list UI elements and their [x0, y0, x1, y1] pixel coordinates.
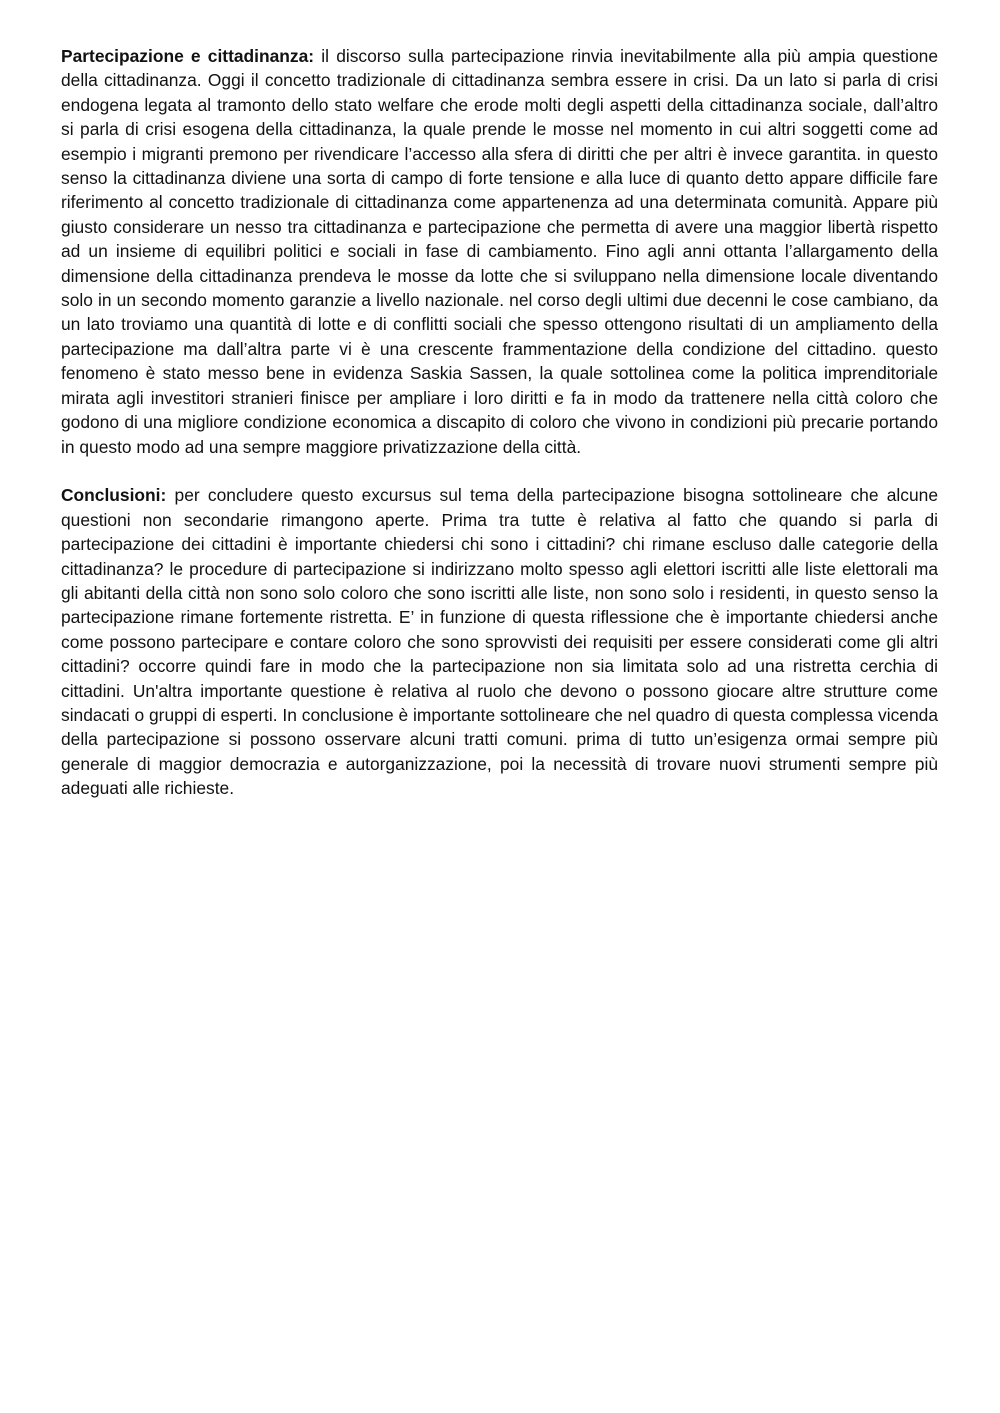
section-body: il discorso sulla partecipazione rinvia inevitabilmente alla più ampia questione della cittadinanza. Oggi il concetto tradizionale di cittadinanza sembra essere in crisi. Da un lato si parla di crisi endogena legata al tramonto dello stato welfare che erode molti degli aspetti della cittadinanza sociale, dall’altro si parla di crisi esogena della cittadinanza, la quale prende le mosse nel momento in cui altri soggetti come ad esempio i migranti premono per rivendicare l’accesso alla sfera di diritti che per altri è invece garantita. in questo senso la cittadinanza diviene una sorta di campo di forte tensione e alla luce di quanto detto appare difficile fare riferimento al concetto tradizionale di cittadinanza come appartenenza ad una determinata comunità. Appare più giusto considerare un nesso tra cittadinanza e partecipazione che permetta di avere una maggior libertà rispetto ad un insieme di equilibri politici e sociali in fase di cambiamento. Fino agli anni ottanta l’allargamento della dimensione della cittadinanza prendeva le mosse da lotte che si sviluppano nella dimensione locale diventando solo in un secondo momento garanzie a livello nazionale. nel corso degli ultimi due decenni le cose cambiano, da un lato troviamo una quantità di lotte e di conflitti sociali che spesso ottengono risultati di un ampliamento della partecipazione ma dall’altra parte vi è una crescente frammentazione della condizione del cittadino. questo fenomeno è stato messo bene in evidenza Saskia Sassen, la quale sottolinea come la politica imprenditoriale mirata agli investitori stranieri finisce per ampliare i loro diritti e fa in modo da trattenere nella città coloro che godono di una migliore condizione economica a discapito di coloro che vivono in condizioni più precarie portando in questo modo ad una sempre maggiore privatizzazione della città.: [61, 46, 938, 457]
section-body: per concludere questo excursus sul tema della partecipazione bisogna sottolineare che alcune questioni non secondarie rimangono aperte. Prima tra tutte è relativa al fatto che quando si parla di partecipazione dei cittadini è importante chiedersi chi sono i cittadini? chi rimane escluso dalle categorie della cittadinanza? le procedure di partecipazione si indirizzano molto spesso agli elettori iscritti alle liste elettorali ma gli abitanti della città non sono solo coloro che sono iscritti alle liste, non sono solo i residenti, in questo senso la partecipazione rimane fortemente ristretta. E’ in funzione di questa riflessione che è importante chiedersi anche come possono partecipare e contare coloro che sono sprovvisti dei requisiti per essere considerati come gli altri cittadini? occorre quindi fare in modo che la partecipazione non sia limitata solo ad una ristretta cerchia di cittadini. Un'altra importante questione è relativa al ruolo che devono o possono giocare altre strutture come sindacati o gruppi di esperti. In conclusione è importante sottolineare che nel quadro di questa complessa vicenda della partecipazione si possono osservare alcuni tratti comuni. prima di tutto un’esigenza ormai sempre più generale di maggior democrazia e autorganizzazione, poi la necessità di trovare nuovi strumenti sempre più adeguati alle richieste.: [61, 485, 938, 799]
section-heading: Conclusioni:: [61, 485, 167, 506]
paragraph-conclusioni: [61, 483, 938, 800]
paragraph-partecipazione-cittadinanza: [61, 44, 938, 459]
document-page: [61, 44, 938, 825]
section-heading: Partecipazione e cittadinanza:: [61, 46, 315, 66]
